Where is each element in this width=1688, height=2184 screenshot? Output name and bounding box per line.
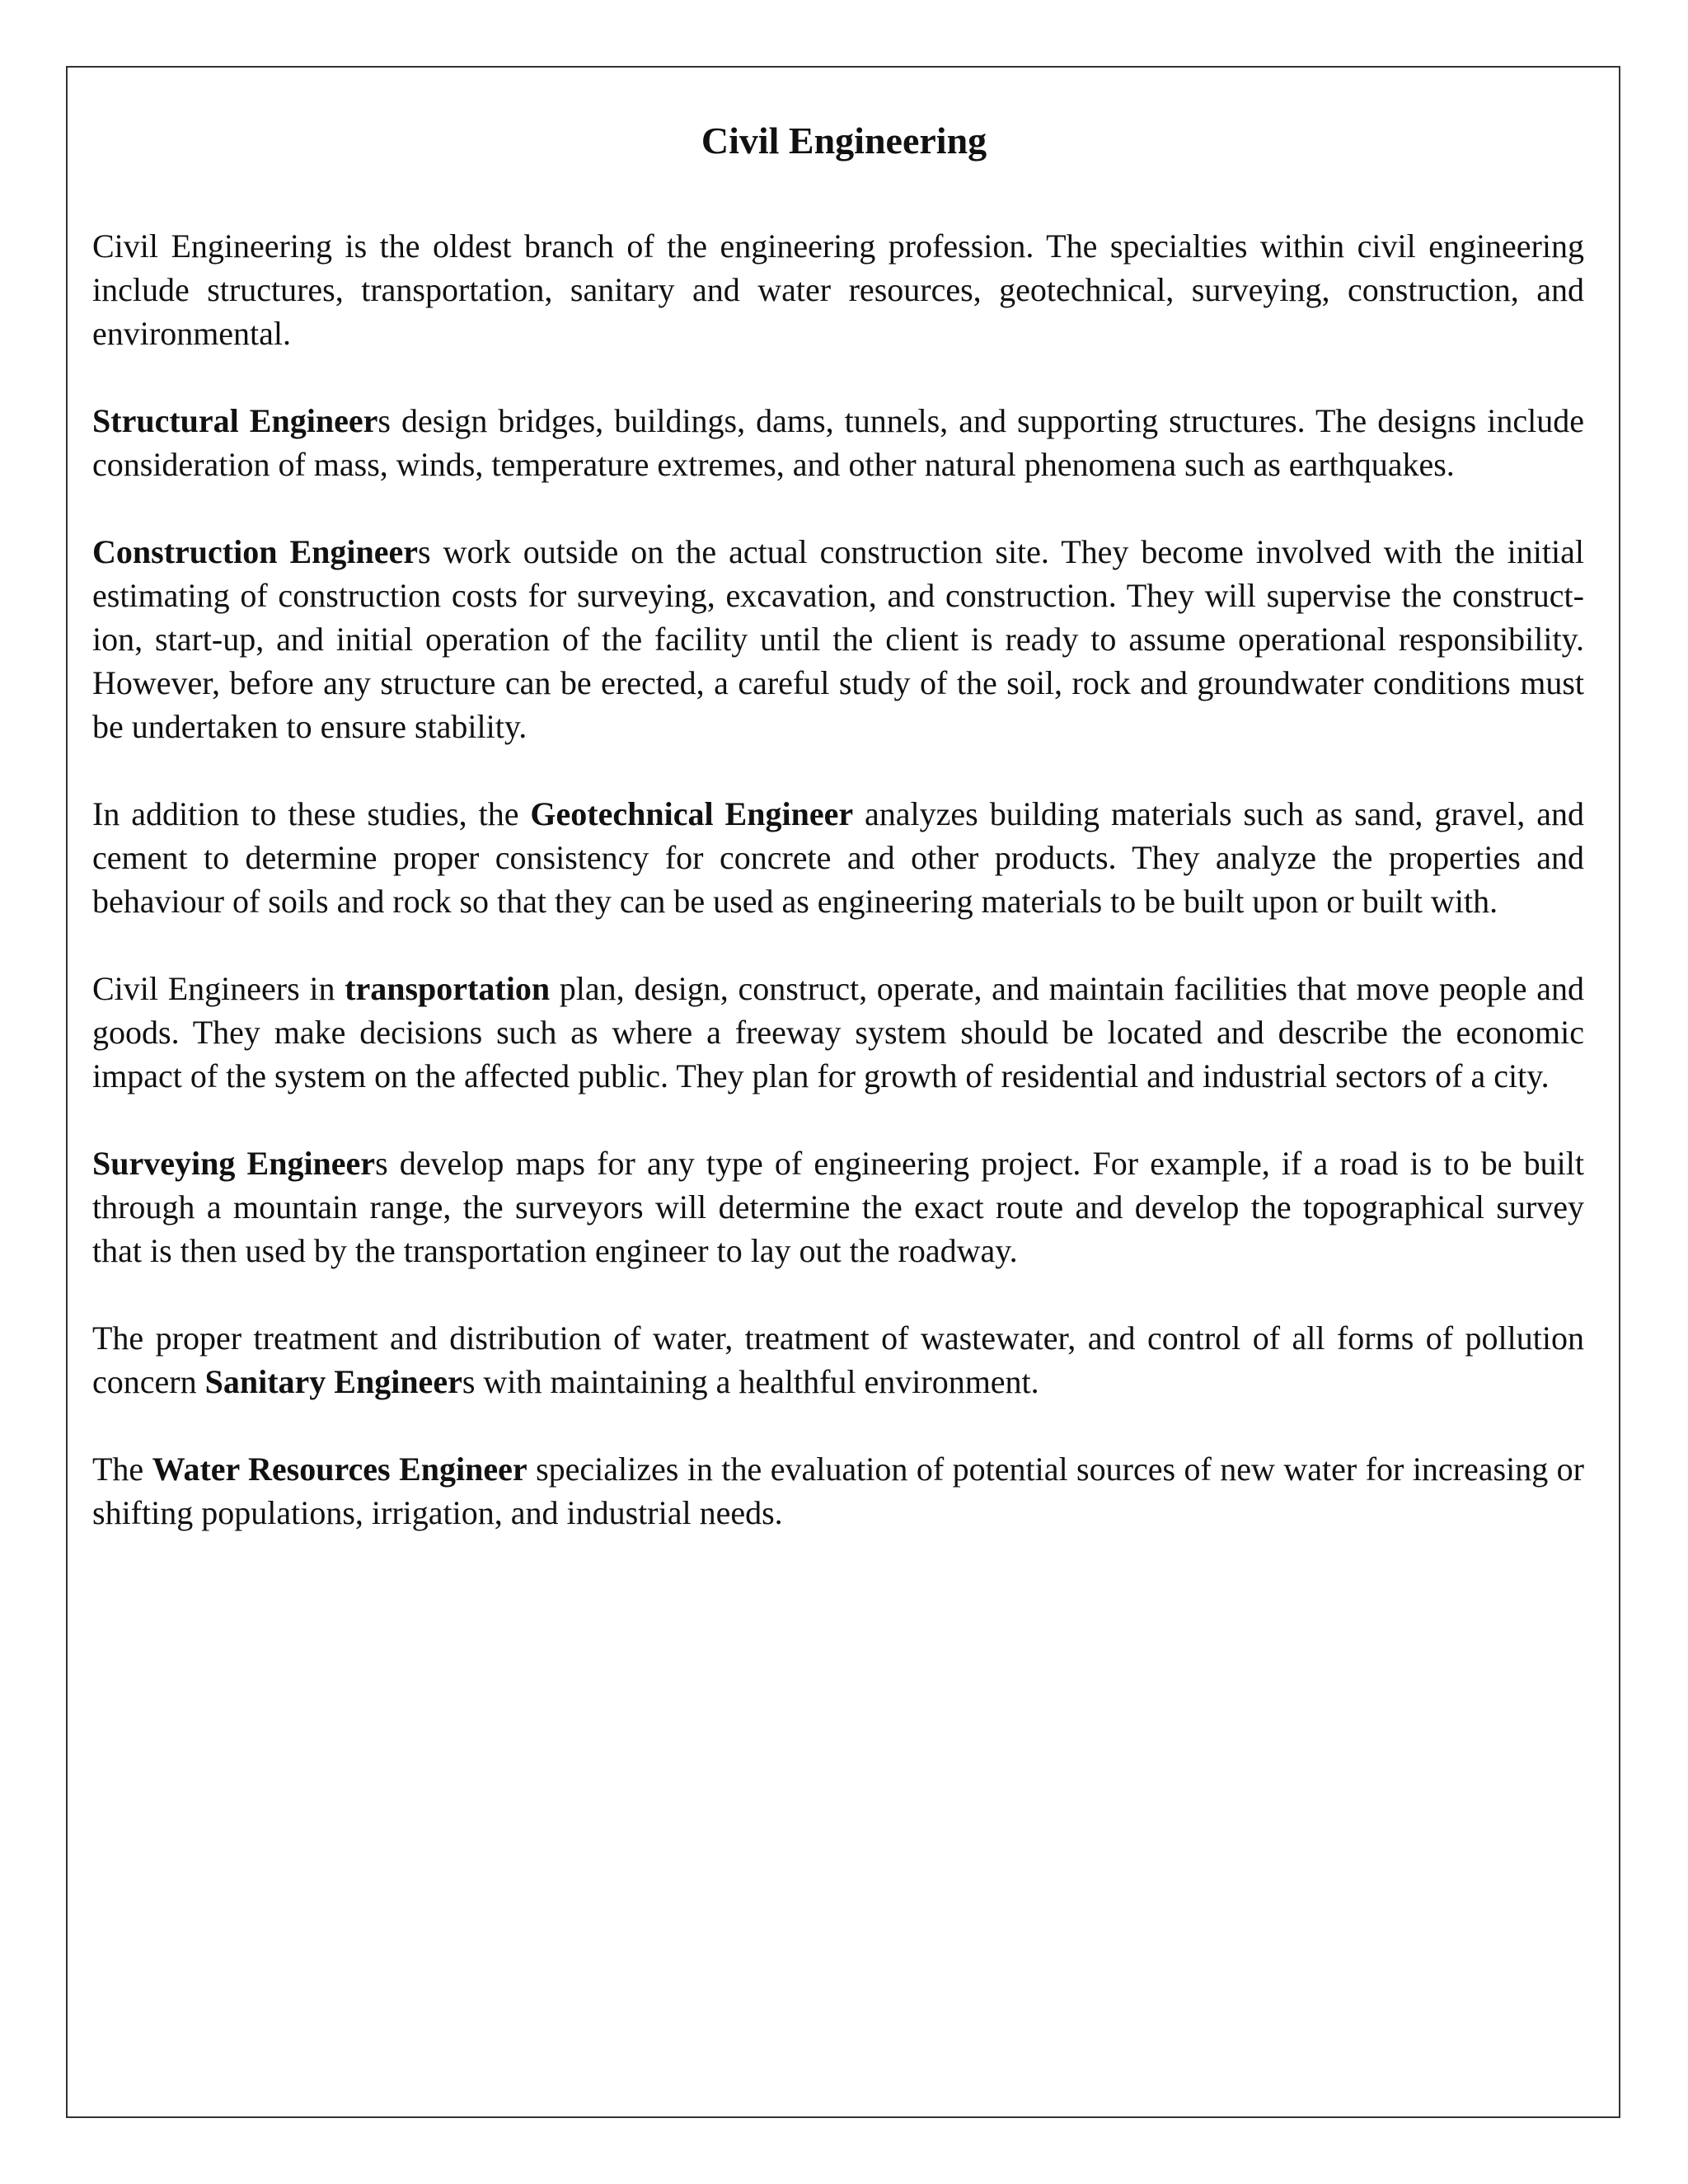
paragraph-structural — [92, 399, 1584, 486]
paragraph-geotechnical — [92, 792, 1584, 923]
paragraph-text: s design bridges, buildings, dams, tunnels, and supporting structures. The designs include consideration of mass, winds, temperature extremes, and other natural phenomena such as earthquakes. — [92, 402, 1584, 483]
paragraph-intro — [92, 224, 1584, 355]
paragraph-transportation — [92, 967, 1584, 1098]
term-transportation: transportation — [345, 970, 551, 1007]
paragraph-text: Civil Engineering is the oldest branch of the engineering profession. The specialties within civil engineering include structures, transportation, sanitary and water resources, geotechnical, surveying, construction, and environmental. — [92, 227, 1584, 352]
term-structural-engineer: Structural Engineer — [92, 402, 378, 439]
term-geotechnical-engineer: Geotechnical Engineer — [530, 795, 854, 832]
term-surveying-engineer: Surveying Engineer — [92, 1145, 376, 1182]
paragraph-text: The — [92, 1451, 152, 1488]
paragraph-text: s develop maps for any type of engineering project. For example, if a road is to be built through a mountain range, the surveyors will determine the exact route and develop the topographical survey that is then used by the transportation engineer to lay out the roadway. — [92, 1145, 1584, 1269]
paragraph-sanitary — [92, 1316, 1584, 1404]
page-title: Civil Engineering — [701, 120, 987, 162]
paragraph-text: s with maintaining a healthful environment. — [462, 1363, 1039, 1400]
document-body — [92, 224, 1584, 1578]
paragraph-text: plan, design, construct, operate, and maintain facilities that move people and goods. They make decisions such as where a freeway system should be located and describe the economic impact of the system on the affected public. They plan for growth of residential and industrial sectors of a city. — [92, 970, 1584, 1094]
paragraph-text: Civil Engineers in — [92, 970, 345, 1007]
paragraph-text: s work outside on the actual construction site. They become involved with the initial estimating of construction costs for surveying, excavation, and construction. They will supervise the construct-ion, start-up, and initial operation of the facility until the client is ready to assume operational responsibility. However, before any structure can be erected, a careful study of the soil, rock and groundwater conditions must be undertaken to ensure stability. — [92, 533, 1585, 745]
term-construction-engineer: Construction Engineer — [92, 533, 418, 570]
paragraph-text: analyzes building materials such as sand, gravel, and cement to determine proper consistency for concrete and other products. They analyze the properties and behaviour of soils and rock so that they can be used as engineering materials to be built upon or built with. — [92, 795, 1585, 920]
term-water-resources-engineer: Water Resources Engineer — [152, 1451, 528, 1488]
paragraph-text: The proper treatment and distribution of water, treatment of wastewater, and control of all forms of pollution concern — [92, 1319, 1584, 1400]
paragraph-text: In addition to these studies, the — [92, 795, 531, 832]
paragraph-water-resources — [92, 1447, 1584, 1535]
paragraph-text: specializes in the evaluation of potential sources of new water for increasing or shifting populations, irrigation, and industrial needs. — [92, 1451, 1584, 1531]
term-sanitary-engineer: Sanitary Engineer — [204, 1363, 462, 1400]
paragraph-surveying — [92, 1141, 1584, 1272]
paragraph-construction — [92, 530, 1584, 748]
